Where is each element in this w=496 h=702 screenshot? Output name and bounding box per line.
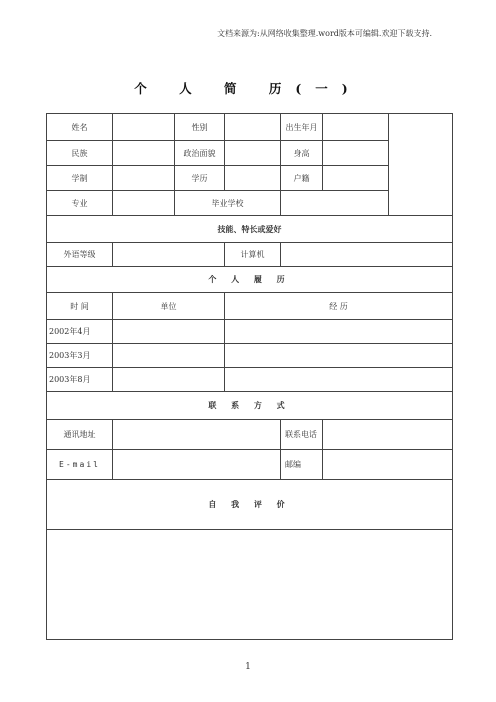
postcode-value[interactable] (323, 450, 453, 480)
birth-value[interactable] (323, 114, 389, 141)
language-value[interactable] (113, 243, 225, 267)
history-unit-1[interactable] (113, 320, 225, 344)
page-number: 1 (245, 662, 251, 672)
history-date-1: 2002年4月 (47, 320, 113, 344)
language-label: 外语等级 (47, 243, 113, 267)
political-value[interactable] (225, 141, 281, 166)
ethnicity-value[interactable] (113, 141, 175, 166)
height-value[interactable] (323, 141, 389, 166)
self-eval-body[interactable] (47, 530, 453, 640)
gender-value[interactable] (225, 114, 281, 141)
address-value[interactable] (113, 420, 281, 450)
skills-section-title: 技能、特长或爱好 (47, 216, 453, 243)
history-section-title: 个 人 履 历 (47, 267, 453, 293)
header-note: 文档来源为:从网络收集整理.word版本可编辑.欢迎下载支持. (217, 29, 432, 38)
resume-table (46, 113, 453, 640)
history-exp-3[interactable] (225, 368, 453, 392)
history-exp-1[interactable] (225, 320, 453, 344)
school-label: 毕业学校 (175, 191, 281, 216)
history-col-experience: 经 历 (225, 293, 453, 320)
phone-value[interactable] (323, 420, 453, 450)
ethnicity-label: 民族 (47, 141, 113, 166)
major-value[interactable] (113, 191, 175, 216)
history-date-2: 2003年3月 (47, 344, 113, 368)
postcode-label: 邮编 (281, 450, 323, 480)
birth-label: 出生年月 (281, 114, 323, 141)
hukou-value[interactable] (323, 166, 389, 191)
education-value[interactable] (225, 166, 281, 191)
computer-value[interactable] (281, 243, 453, 267)
name-value[interactable] (113, 114, 175, 141)
history-exp-2[interactable] (225, 344, 453, 368)
address-label: 通讯地址 (47, 420, 113, 450)
history-unit-3[interactable] (113, 368, 225, 392)
photo-cell[interactable] (389, 114, 453, 216)
computer-label: 计算机 (225, 243, 281, 267)
phone-label: 联系电话 (281, 420, 323, 450)
page-title: 个 人 简 历(一) (134, 81, 362, 96)
contact-section-title: 联 系 方 式 (47, 392, 453, 420)
email-label: E-mail (47, 450, 113, 480)
schooling-value[interactable] (113, 166, 175, 191)
history-col-unit: 单位 (113, 293, 225, 320)
education-label: 学历 (175, 166, 225, 191)
hukou-label: 户籍 (281, 166, 323, 191)
self-eval-section-title: 自 我 评 价 (47, 480, 453, 530)
name-label: 姓名 (47, 114, 113, 141)
gender-label: 性别 (175, 114, 225, 141)
history-unit-2[interactable] (113, 344, 225, 368)
history-date-3: 2003年8月 (47, 368, 113, 392)
political-label: 政治面貌 (175, 141, 225, 166)
email-value[interactable] (113, 450, 281, 480)
school-value[interactable] (281, 191, 389, 216)
major-label: 专业 (47, 191, 113, 216)
history-col-time: 时 间 (47, 293, 113, 320)
height-label: 身高 (281, 141, 323, 166)
schooling-label: 学制 (47, 166, 113, 191)
